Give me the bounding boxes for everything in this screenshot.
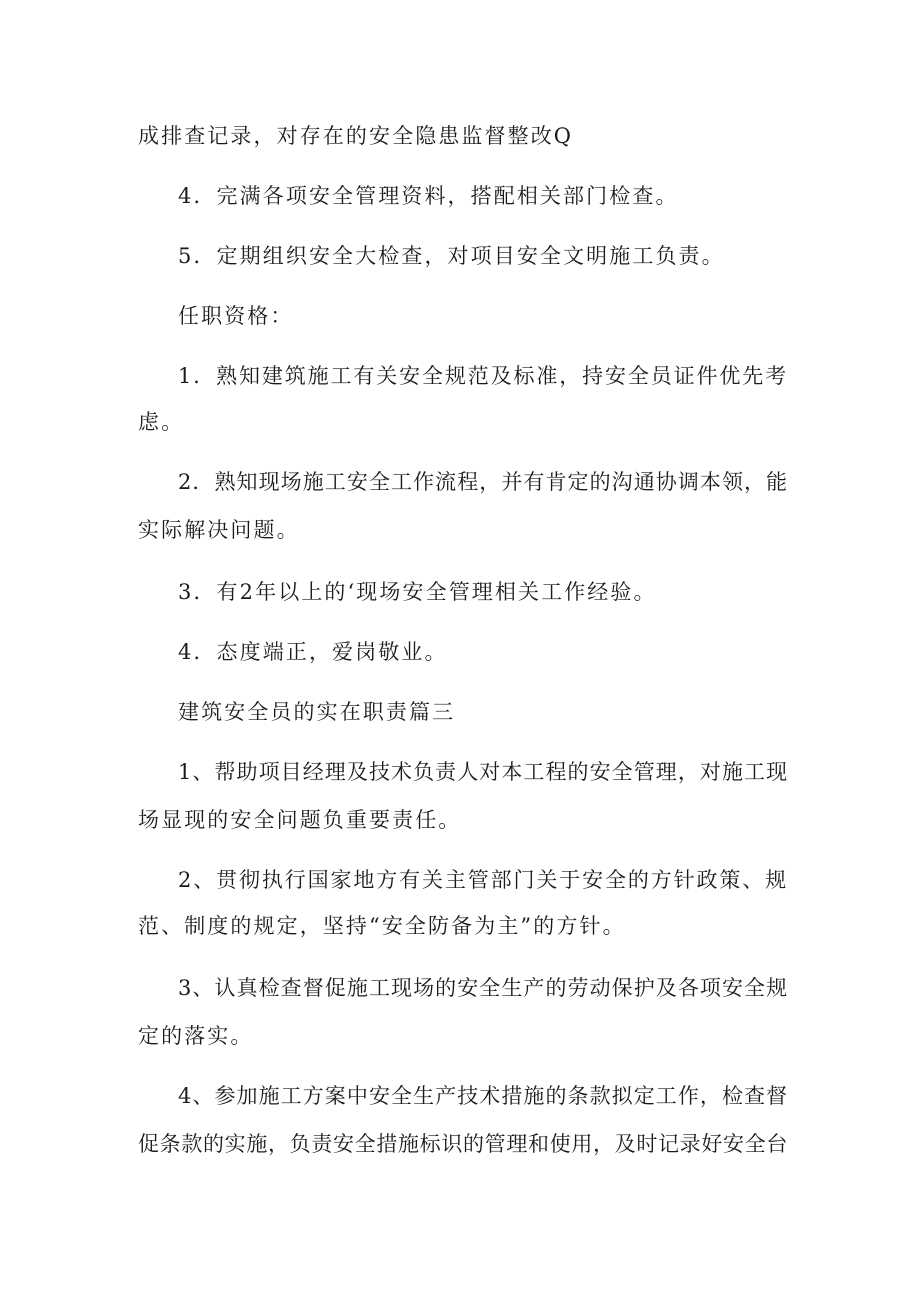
- text-line-qual-2: 2．熟知现场施工安全工作流程，并有肯定的沟通协调本领，能: [178, 470, 789, 494]
- text-line-qual-1: 1．熟知建筑施工有关安全规范及标准，持安全员证件优先考: [178, 364, 789, 388]
- text-line-item-4: 4．完满各项安全管理资料，搭配相关部门检查。: [178, 184, 679, 208]
- text-line-qual-4: 4．态度端正，爱岗敬业。: [178, 640, 448, 664]
- text-line-duty-1: 1、帮助项目经理及技术负责人对本工程的安全管理，对施工现: [178, 760, 789, 784]
- text-line-qual-3: 3．有2年以上的‘现场安全管理相关工作经验。: [178, 580, 657, 604]
- text-line-duty-2-cont: 范、制度的规定，坚持“安全防备为主”的方针。: [138, 914, 626, 938]
- text-line-duty-4-cont: 促条款的实施，负责安全措施标识的管理和使用，及时记录好安全台: [138, 1132, 788, 1156]
- text-line-qual-1-cont: 虑。: [138, 410, 185, 434]
- section-heading-qualifications: 任职资格：: [178, 304, 294, 328]
- text-line-duty-2: 2、贯彻执行国家地方有关主管部门关于安全的方针政策、规: [178, 868, 789, 892]
- text-line-item-5: 5．定期组织安全大检查，对项目安全文明施工负责。: [178, 244, 725, 268]
- text-line-continuation: 成排查记录，对存在的安全隐患监督整改Q: [138, 124, 574, 148]
- text-line-duty-1-cont: 场显现的安全问题负重要责任。: [138, 808, 462, 832]
- text-line-qual-2-cont: 实际解决问题。: [138, 518, 300, 542]
- section-heading-part-three: 建筑安全员的实在职责篇三: [178, 700, 456, 724]
- text-line-duty-3: 3、认真检查督促施工现场的安全生产的劳动保护及各项安全规: [178, 976, 789, 1000]
- text-line-duty-4: 4、参加施工方案中安全生产技术措施的条款拟定工作，检查督: [178, 1084, 789, 1108]
- text-line-duty-3-cont: 定的落实。: [138, 1024, 254, 1048]
